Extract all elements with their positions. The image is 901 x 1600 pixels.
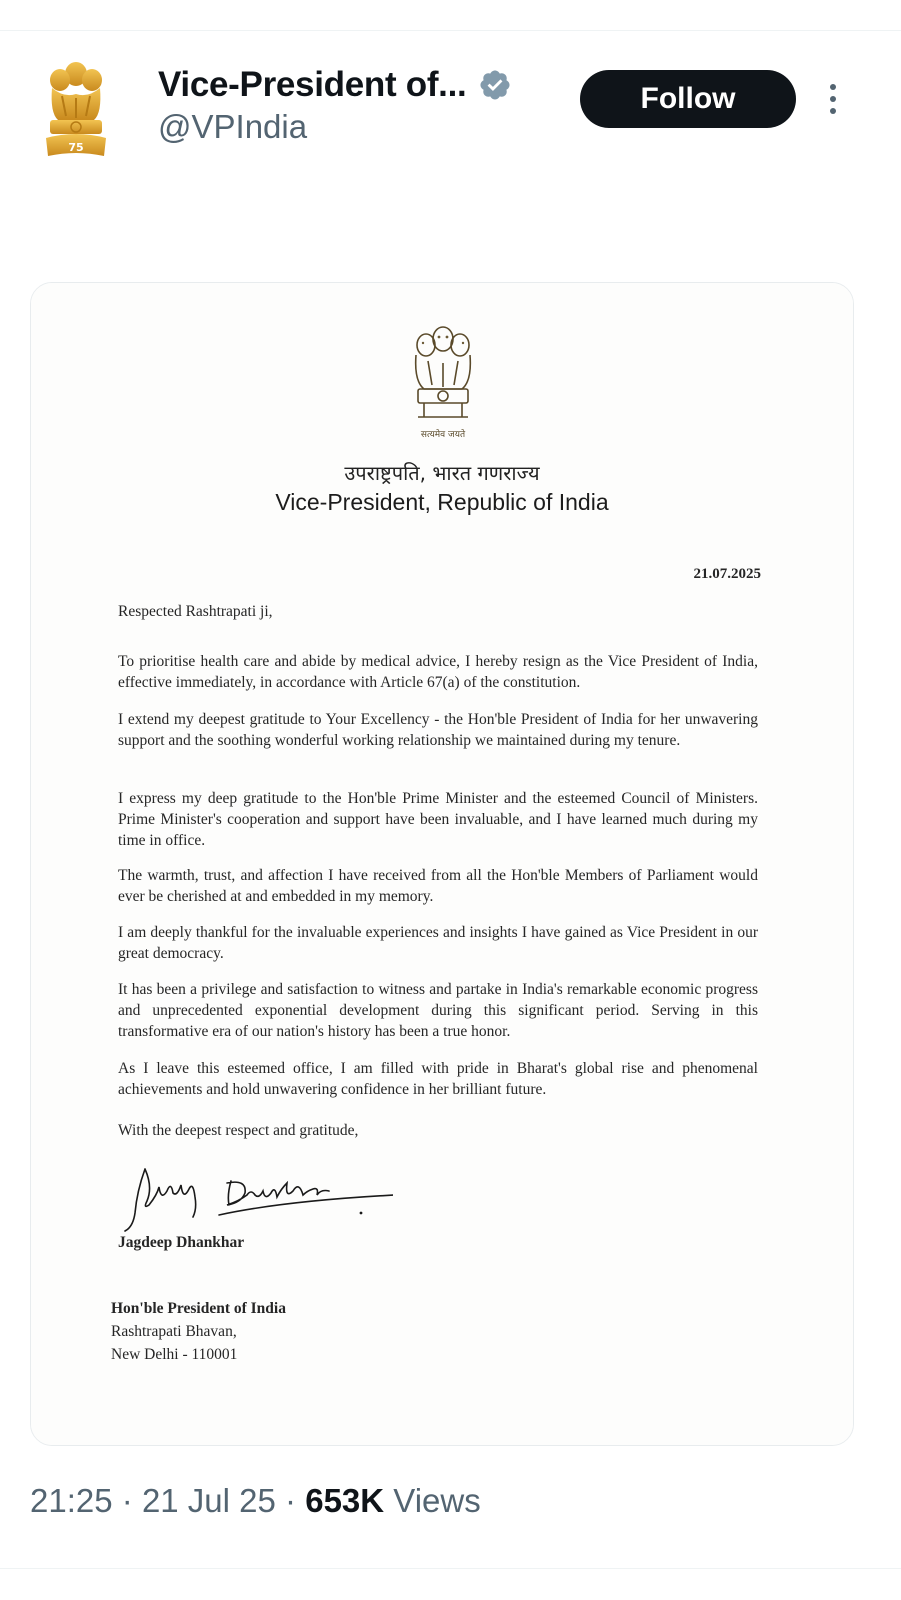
more-vertical-icon[interactable]	[826, 82, 840, 118]
meta-separator: ·	[285, 1482, 297, 1519]
letterhead-english-title: Vice-President, Republic of India	[275, 489, 609, 515]
letter-paragraph: It has been a privilege and satisfaction to witness and partake in India's remarkable economic progress and unprecedented exponential development during this significant period. Serving in this transformative era of our nation's history has been a true honor.	[118, 981, 758, 1040]
addressee-title: Hon'ble President of India	[111, 1300, 286, 1317]
addressee-line: New Delhi - 110001	[111, 1346, 238, 1363]
emblem-icon	[404, 321, 482, 445]
letter-paragraph: I am deeply thankful for the invaluable experiences and insights I have gained as Vice President in our great democracy.	[118, 924, 758, 962]
letter-paragraph: I extend my deepest gratitude to Your Excellency - the Hon'ble President of India for her unwavering support and the soothing wonderful working relationship we maintained during my tenure.	[118, 711, 758, 749]
views-label: Views	[393, 1482, 481, 1519]
letter-paragraph: I express my deep gratitude to the Hon'ble Prime Minister and the esteemed Council of Ministers. Prime Minister's cooperation and support have been invaluable, and I have learned much during my time in office.	[118, 790, 758, 849]
tweet-date[interactable]: 21 Jul 25	[141, 1482, 276, 1519]
signature	[123, 1161, 393, 1241]
resignation-letter	[31, 283, 853, 1445]
bottom-divider	[0, 1568, 901, 1569]
national-emblem-icon	[40, 58, 112, 162]
letter-paragraph: To prioritise health care and abide by medical advice, I hereby resign as the Vice President of India, effective immediately, in accordance with Article 67(a) of the constitution.	[118, 653, 758, 691]
avatar[interactable]	[40, 58, 112, 162]
letter-paragraph: As I leave this esteemed office, I am filled with pride in Bharat's global rise and phenomenal achievements and hold unwavering confidence in her brilliant future.	[118, 1060, 758, 1098]
letterhead-hindi-title: उपराष्ट्रपति, भारत गणराज्य	[344, 461, 540, 485]
tweet-meta	[30, 1482, 481, 1520]
views-count[interactable]: 653K	[305, 1482, 385, 1519]
closing-line: With the deepest respect and gratitude,	[118, 1122, 359, 1139]
author-name-row[interactable]	[158, 62, 512, 108]
svg-text:75: 75	[68, 141, 84, 154]
tweet-time[interactable]: 21:25	[30, 1482, 113, 1519]
author-handle[interactable]: @VPIndia	[158, 108, 308, 145]
follow-button[interactable]: Follow	[580, 70, 796, 128]
top-divider	[0, 30, 901, 31]
letter-date: 21.07.2025	[693, 566, 761, 582]
meta-separator: ·	[121, 1482, 133, 1519]
svg-text:सत्यमेव जयते: सत्यमेव जयते	[420, 430, 466, 440]
signer-name: Jagdeep Dhankhar	[118, 1234, 245, 1251]
salutation: Respected Rashtrapati ji,	[118, 603, 273, 620]
addressee-line: Rashtrapati Bhavan,	[111, 1323, 237, 1340]
media-card[interactable]	[30, 282, 854, 1446]
verified-badge-icon	[478, 68, 512, 102]
author-display-name[interactable]: Vice-President of...	[158, 65, 467, 104]
letter-paragraph: The warmth, trust, and affection I have received from all the Hon'ble Members of Parliament would ever be cherished at and embedded in my memory.	[118, 867, 758, 905]
